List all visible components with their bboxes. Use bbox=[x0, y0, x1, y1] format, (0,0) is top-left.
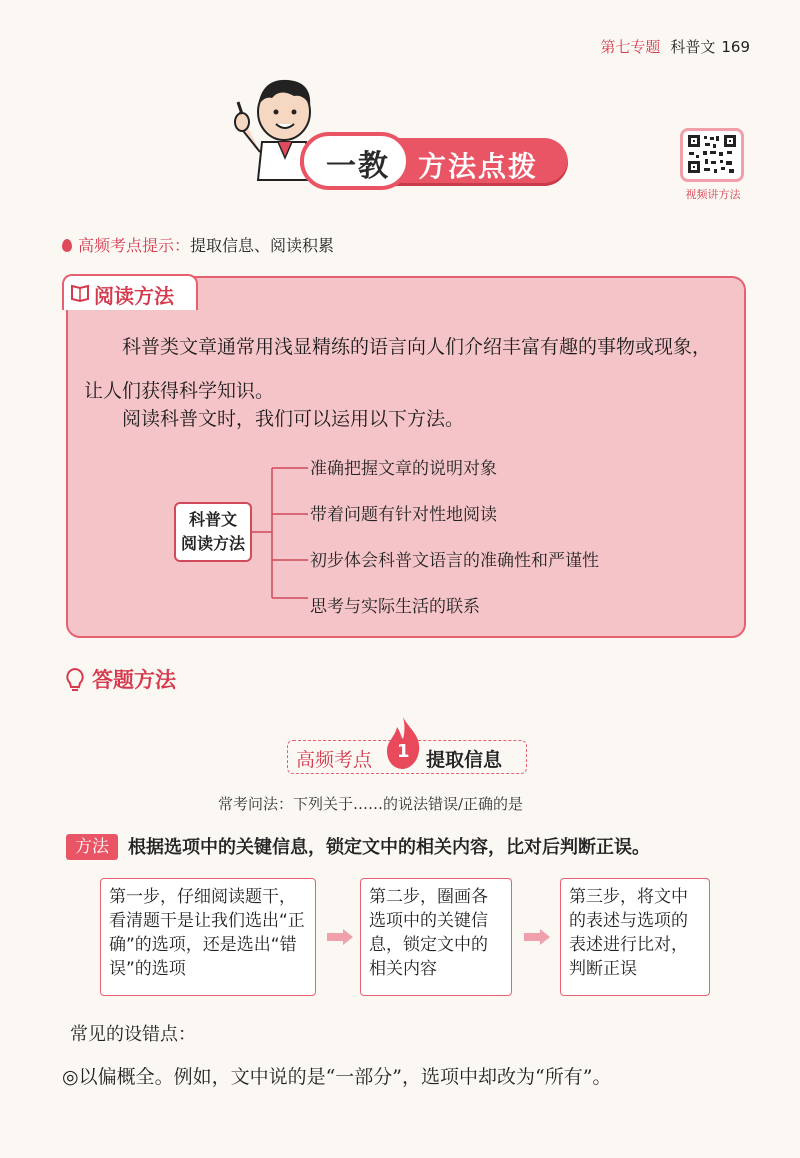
frequent-point-tip bbox=[62, 233, 334, 256]
mind-map-connectors bbox=[250, 460, 310, 610]
qr-code-icon[interactable] bbox=[680, 128, 744, 182]
mind-map-center-node bbox=[174, 502, 252, 562]
flame-icon bbox=[383, 715, 423, 771]
method-text: 根据选项中的关键信息，锁定文中的相关内容，比对后判断正误。 bbox=[128, 837, 650, 858]
map-node-line-2: 阅读方法 bbox=[180, 534, 245, 553]
banner-left-text: 一教 bbox=[326, 149, 390, 184]
chapter-label: 第七专题 bbox=[600, 38, 661, 56]
step-box-1: 第一步，仔细阅读题干，看清题干是让我们选出“正确”的选项，还是选出“错误”的选项 bbox=[100, 878, 316, 996]
step-box-2: 第二步，圈画各选项中的关键信息，锁定文中的相关内容 bbox=[360, 878, 512, 996]
drop-icon bbox=[62, 239, 72, 252]
subject-label: 科普文 bbox=[670, 38, 716, 56]
answer-method-title: 答题方法 bbox=[92, 668, 176, 692]
map-node-line-1: 科普文 bbox=[188, 510, 237, 529]
section-title-banner bbox=[300, 132, 570, 190]
arrow-right-icon bbox=[524, 929, 550, 945]
tip-label: 高频考点提示： bbox=[78, 236, 191, 255]
error-example: ◎以偏概全。例如，文中说的是“一部分”，选项中却改为“所有”。 bbox=[62, 1066, 612, 1088]
page-header bbox=[600, 36, 750, 57]
step-box-3: 第三步，将文中的表述与选项的表述进行比对，判断正误 bbox=[560, 878, 710, 996]
reading-paragraph-1: 科普类文章通常用浅显精练的语言向人们介绍丰富有趣的事物或现象，让人们获得科学知识。 bbox=[84, 336, 712, 402]
reading-method-tab bbox=[62, 274, 198, 310]
common-question: 常考问法：下列关于……的说法错误/正确的是 bbox=[218, 795, 524, 813]
qr-video-label: 视频讲方法 bbox=[685, 188, 741, 201]
mind-map-branch: 初步体会科普文语言的准确性和严谨性 bbox=[310, 551, 599, 571]
tip-content: 提取信息、阅读积累 bbox=[190, 236, 335, 255]
reading-paragraph-2: 阅读科普文时，我们可以运用以下方法。 bbox=[122, 408, 465, 430]
method-tag: 方法 bbox=[66, 834, 118, 860]
keypoint-name: 提取信息 bbox=[426, 749, 503, 771]
reading-method-title: 阅读方法 bbox=[94, 284, 174, 308]
lightbulb-icon bbox=[64, 667, 86, 693]
common-errors-heading: 常见的设错点： bbox=[70, 1024, 196, 1045]
page-number: 169 bbox=[721, 38, 750, 56]
mind-map-branch: 准确把握文章的说明对象 bbox=[310, 459, 497, 479]
keypoint-label: 高频考点 bbox=[296, 749, 373, 771]
banner-right-text: 方法点拨 bbox=[418, 150, 539, 183]
mind-map-branch: 思考与实际生活的联系 bbox=[310, 597, 480, 617]
arrow-right-icon bbox=[327, 929, 353, 945]
mind-map-branch: 带着问题有针对性地阅读 bbox=[310, 505, 497, 525]
keypoint-number: 1 bbox=[397, 741, 410, 762]
book-icon bbox=[70, 283, 90, 303]
